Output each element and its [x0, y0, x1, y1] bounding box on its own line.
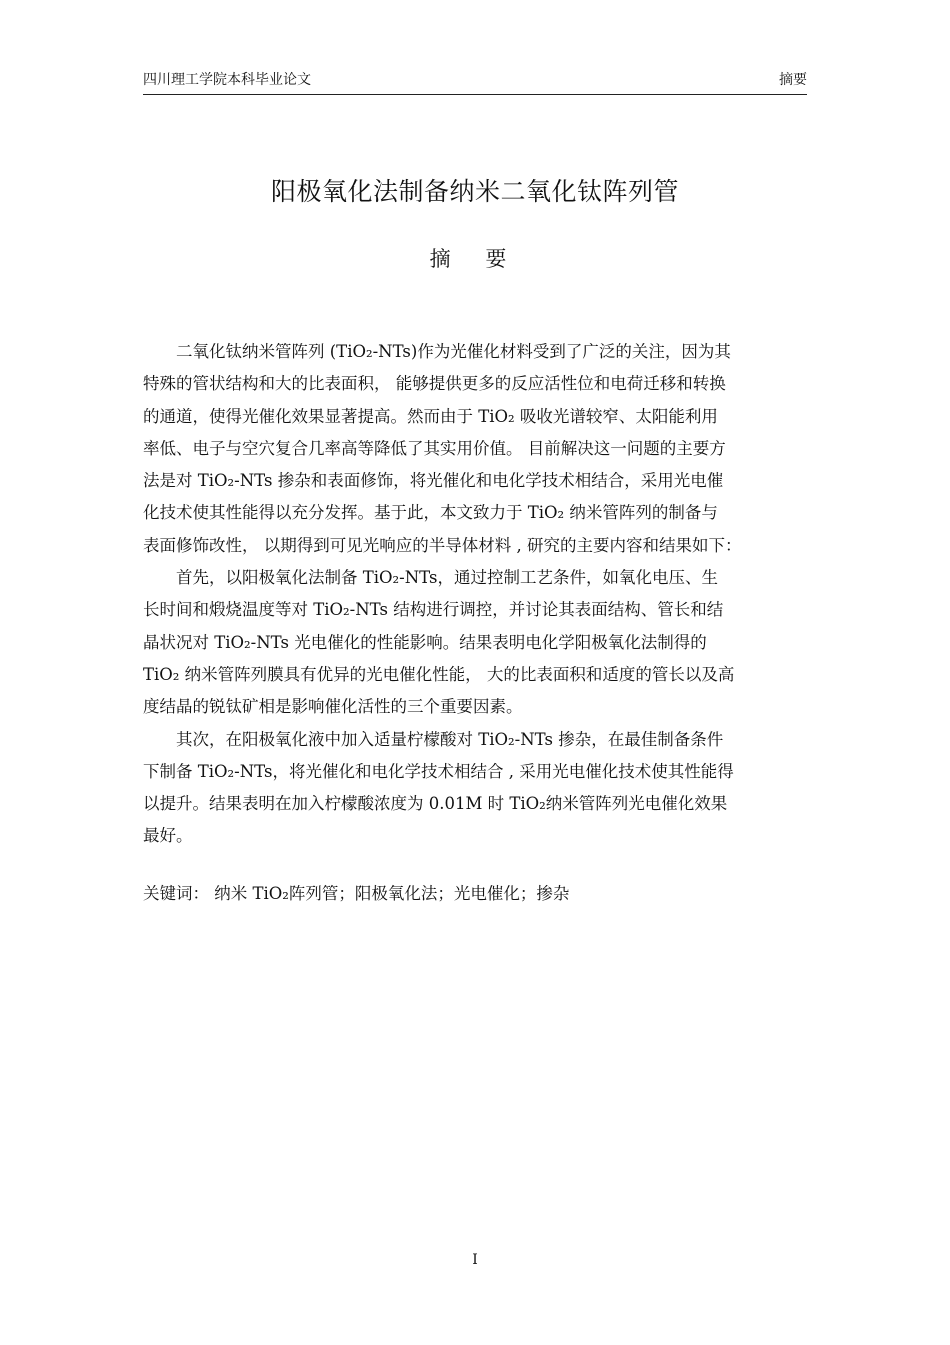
abstract-line: 特殊的管状结构和大的比表面积， 能够提供更多的反应活性位和电荷迁移和转换: [143, 374, 726, 394]
running-header: [143, 66, 807, 95]
abstract-line: 最好。: [143, 826, 193, 846]
thesis-title: 阳极氧化法制备纳米二氧化钛阵列管: [270, 177, 679, 206]
abstract-line: 以提升。结果表明在加入柠檬酸浓度为 0.01M 时 TiO₂纳米管阵列光电催化效果: [143, 794, 728, 814]
abstract-heading: 摘 要: [429, 247, 521, 271]
abstract-line: 法是对 TiO₂-NTs 掺杂和表面修饰，将光催化和电化学技术相结合，采用光电催: [143, 471, 724, 491]
abstract-body: [143, 336, 808, 853]
header-section-name: 摘要: [779, 72, 807, 88]
keywords-line: 关键词： 纳米 TiO₂阵列管；阳极氧化法；光电催化；掺杂: [143, 884, 570, 903]
abstract-line: 晶状况对 TiO₂-NTs 光电催化的性能影响。结果表明电化学阳极氧化法制得的: [143, 632, 707, 652]
abstract-line: 二氧化钛纳米管阵列 (TiO₂-NTs)作为光催化材料受到了广泛的关注，因为其: [143, 342, 731, 361]
abstract-line: 表面修饰改性， 以期得到可见光响应的半导体材料 , 研究的主要内容和结果如下：: [143, 535, 742, 555]
abstract-line: 下制备 TiO₂-NTs，将光催化和电化学技术相结合 , 采用光电催化技术使其性能得: [143, 761, 734, 781]
abstract-line: 度结晶的锐钛矿相是影响催化活性的三个重要因素。: [143, 697, 523, 717]
page-number: I: [472, 1252, 478, 1268]
abstract-line: 率低、电子与空穴复合几率高等降低了其实用价值。 目前解决这一问题的主要方: [143, 438, 726, 458]
abstract-line: 的通道，使得光催化效果显著提高。然而由于 TiO₂ 吸收光谱较窄、太阳能利用: [143, 406, 718, 426]
header-thesis-name: 四川理工学院本科毕业论文: [143, 72, 311, 88]
abstract-line: TiO₂ 纳米管阵列膜具有优异的光电催化性能， 大的比表面积和适度的管长以及高: [143, 664, 735, 684]
abstract-line: 长时间和煅烧温度等对 TiO₂-NTs 结构进行调控，并讨论其表面结构、管长和结: [143, 600, 724, 620]
abstract-line: 首先，以阳极氧化法制备 TiO₂-NTs，通过控制工艺条件，如氧化电压、生: [143, 568, 718, 588]
abstract-line: 其次，在阳极氧化液中加入适量柠檬酸对 TiO₂-NTs 掺杂，在最佳制备条件: [143, 729, 724, 749]
abstract-line: 化技术使其性能得以充分发挥。基于此，本文致力于 TiO₂ 纳米管阵列的制备与: [143, 503, 718, 523]
